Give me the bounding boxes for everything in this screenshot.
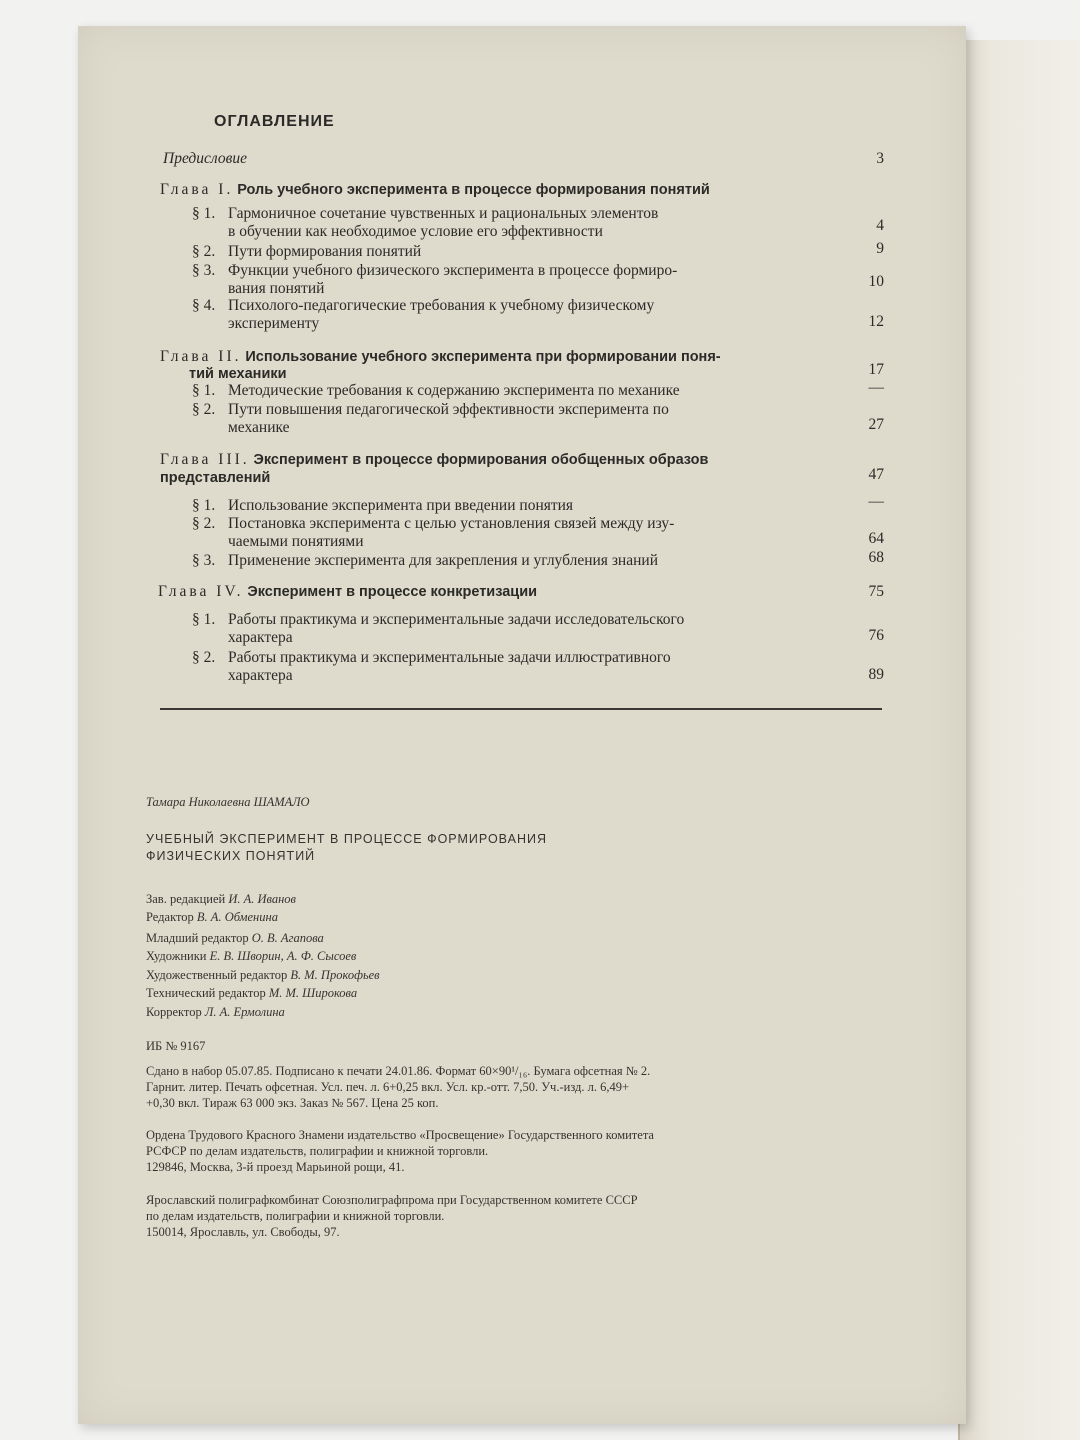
section-title-cont: характера <box>228 667 293 684</box>
section-title: Психолого-педагогические требования к учебному физическому <box>228 297 655 314</box>
section-title-cont: в обучении как необходимое условие его эффективности <box>228 223 603 240</box>
printer-line: Ярославский полиграфкомбинат Союзполиграфпрома при Государственном комитете СССР <box>146 1193 638 1207</box>
toc-section <box>192 552 658 569</box>
section-title: Гармоничное сочетание чувственных и рациональных элементов <box>228 205 659 222</box>
imprint-ib-number: ИБ № 9167 <box>146 1039 206 1053</box>
credit-line <box>146 949 356 964</box>
chapter-page: 75 <box>868 583 884 600</box>
section-number: § 1. <box>192 382 216 399</box>
chapter-label: Глава II. <box>160 348 242 365</box>
toc-section <box>192 262 677 279</box>
section-page: 10 <box>868 273 884 290</box>
section-title-cont: чаемыми понятиями <box>228 533 364 550</box>
section-title: Пути формирования понятий <box>228 243 422 260</box>
section-number: § 1. <box>192 611 216 628</box>
section-title: Работы практикума и экспериментальные задачи исследовательского <box>228 611 685 628</box>
section-number: § 2. <box>192 401 216 418</box>
chapter-label: Глава III. <box>160 451 250 468</box>
chapter-title: Эксперимент в процессе конкретизации <box>247 584 538 600</box>
section-number: § 3. <box>192 262 216 279</box>
credit-role: Художественный редактор <box>146 968 288 982</box>
section-number: § 2. <box>192 649 216 666</box>
chapter-title: Роль учебного эксперимента в процессе формирования понятий <box>237 182 710 198</box>
credit-role: Художники <box>146 949 207 963</box>
chapter-label: Глава I. <box>160 181 234 198</box>
section-number: § 3. <box>192 552 216 569</box>
section-title-cont: механике <box>228 419 290 436</box>
toc-section <box>192 611 684 628</box>
toc-section <box>192 649 671 666</box>
section-page: — <box>868 379 884 396</box>
section-number: § 4. <box>192 297 216 314</box>
section-title: Функции учебного физического эксперимента в процессе формиро- <box>228 262 678 279</box>
credit-line <box>146 1005 285 1020</box>
imprint-author: Тамара Николаевна ШАМАЛО <box>146 795 310 809</box>
credit-line <box>146 986 357 1001</box>
toc-section <box>192 205 658 222</box>
section-page: 76 <box>868 627 884 644</box>
section-title: Применение эксперимента для закрепления и углубления знаний <box>228 552 658 569</box>
credit-name: И. А. Иванов <box>228 892 296 906</box>
section-title: Работы практикума и экспериментальные задачи иллюстративного <box>228 649 671 666</box>
chapter-title-cont: тий механики <box>189 366 287 382</box>
toc-section <box>192 297 654 314</box>
credit-line <box>146 968 380 983</box>
chapter-page: 17 <box>868 361 884 378</box>
section-title-cont: вания понятий <box>228 280 325 297</box>
toc-section <box>192 497 573 514</box>
section-number: § 2. <box>192 515 216 532</box>
credit-name: В. М. Прокофьев <box>290 968 380 982</box>
section-page: 4 <box>876 217 884 234</box>
chapter-title-cont: представлений <box>160 470 271 486</box>
credit-role: Технический редактор <box>146 986 266 1000</box>
credit-line <box>146 910 278 925</box>
section-title-cont: характера <box>228 629 293 646</box>
publisher-line: РСФСР по делам издательств, полиграфии и книжной торговли. <box>146 1144 489 1158</box>
toc-section <box>192 515 674 532</box>
divider-rule <box>160 708 882 710</box>
toc-chapter-1 <box>160 181 710 199</box>
section-title: Постановка эксперимента с целью установления связей между изу- <box>228 515 675 532</box>
credit-name: М. М. Широкова <box>268 986 358 1000</box>
toc-chapter-3 <box>160 451 708 469</box>
credit-role: Корректор <box>146 1005 202 1019</box>
section-page: 12 <box>868 313 884 330</box>
toc-chapter-4 <box>158 583 537 601</box>
section-page: 9 <box>876 240 884 257</box>
print-info-line: Гарнит. литер. Печать офсетная. Усл. печ. л. 6+0,25 вкл. Усл. кр.-отт. 7,50. Уч.-изд. л. 6,49+ <box>146 1080 630 1094</box>
section-title: Использование эксперимента при введении понятия <box>228 497 574 514</box>
section-number: § 2. <box>192 243 216 260</box>
credit-name: В. А. Обменина <box>196 910 278 924</box>
facing-page-edge <box>958 40 1080 1440</box>
chapter-page: 47 <box>868 466 884 483</box>
section-page: — <box>868 493 884 510</box>
credit-role: Младший редактор <box>146 931 249 945</box>
toc-section <box>192 401 669 418</box>
credit-name: Л. А. Ермолина <box>204 1005 285 1019</box>
toc-preface-label: Предисловие <box>163 150 247 167</box>
credit-line <box>146 931 324 946</box>
print-info-line: Сдано в набор 05.07.85. Подписано к печати 24.01.86. Формат 60×90¹/₁₆. Бумага офсетная № 2. <box>146 1064 651 1078</box>
publisher-line: 129846, Москва, 3-й проезд Марьиной рощи, 41. <box>146 1160 405 1174</box>
section-page: 68 <box>868 549 884 566</box>
toc-title: ОГЛАВЛЕНИЕ <box>214 113 335 130</box>
credit-name: Е. В. Шворин, А. Ф. Сысоев <box>209 949 357 963</box>
toc-section <box>192 243 421 260</box>
section-number: § 1. <box>192 205 216 222</box>
imprint-book-title-cont: ФИЗИЧЕСКИХ ПОНЯТИЙ <box>146 849 316 863</box>
credit-role: Зав. редакцией <box>146 892 226 906</box>
section-title: Пути повышения педагогической эффективности эксперимента по <box>228 401 669 418</box>
section-title-cont: эксперименту <box>228 315 320 332</box>
print-info-line: +0,30 вкл. Тираж 63 000 экз. Заказ № 567. Цена 25 коп. <box>146 1096 439 1110</box>
imprint-book-title: УЧЕБНЫЙ ЭКСПЕРИМЕНТ В ПРОЦЕССЕ ФОРМИРОВАНИЯ <box>146 832 547 846</box>
section-page: 27 <box>868 416 884 433</box>
section-page: 64 <box>868 530 884 547</box>
toc-chapter-2 <box>160 348 721 366</box>
chapter-title: Использование учебного эксперимента при формировании поня- <box>245 349 721 365</box>
section-title: Методические требования к содержанию эксперимента по механике <box>228 382 680 399</box>
publisher-line: Ордена Трудового Красного Знамени издательство «Просвещение» Государственного комитета <box>146 1128 654 1142</box>
credit-line <box>146 892 296 907</box>
credit-role: Редактор <box>146 910 194 924</box>
printer-line: по делам издательств, полиграфии и книжной торговли. <box>146 1209 445 1223</box>
credit-name: О. В. Агапова <box>251 931 324 945</box>
chapter-title: Эксперимент в процессе формирования обобщенных образов <box>253 452 709 468</box>
chapter-label: Глава IV. <box>158 583 244 600</box>
toc-preface-page: 3 <box>876 150 884 167</box>
toc-section <box>192 382 680 399</box>
section-number: § 1. <box>192 497 216 514</box>
printer-line: 150014, Ярославль, ул. Свободы, 97. <box>146 1225 340 1239</box>
section-page: 89 <box>868 666 884 683</box>
